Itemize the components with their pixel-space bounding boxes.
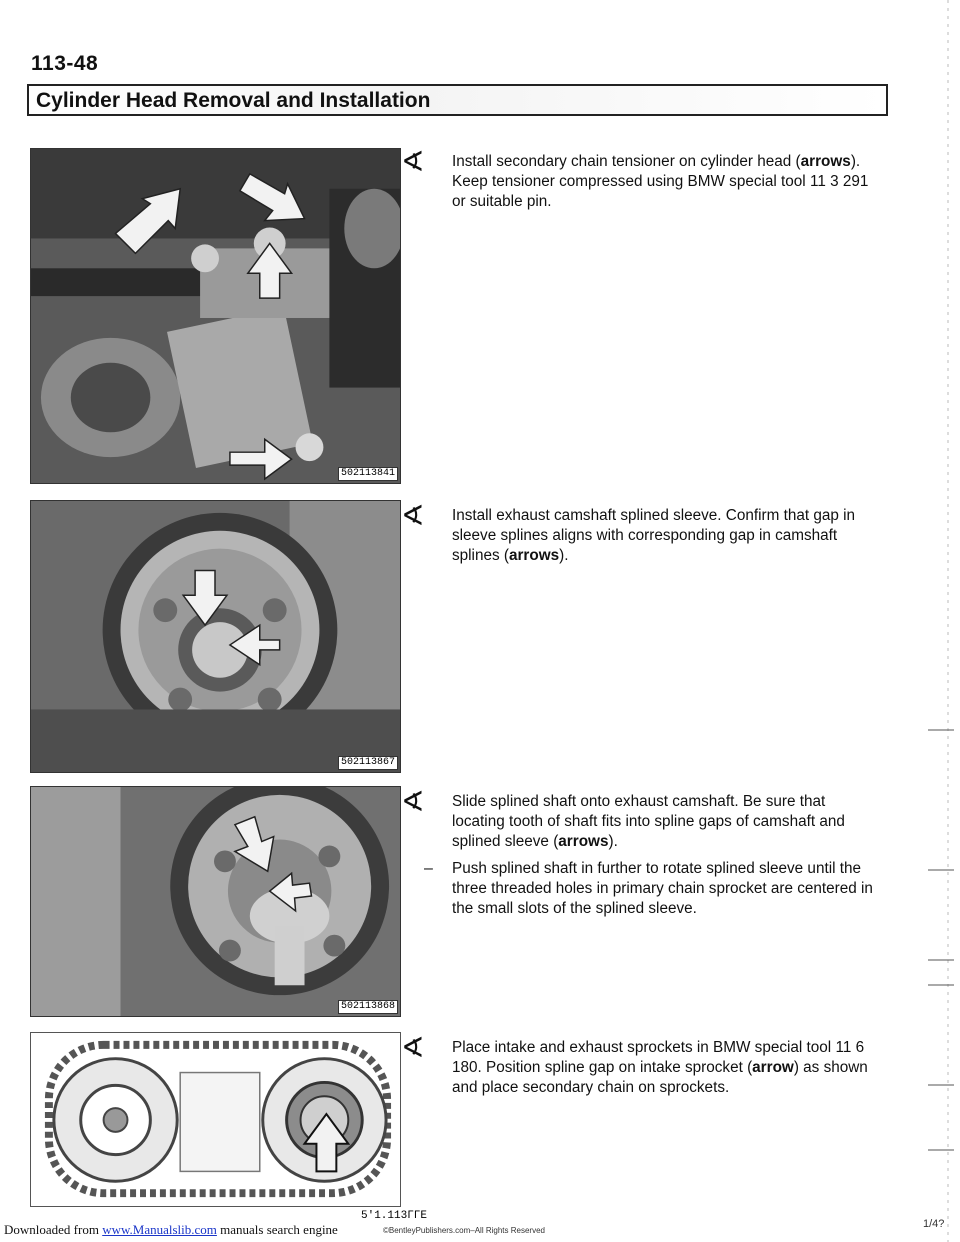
sprockets-illustration [31,1033,400,1206]
step-4: – Push splined shaft in further to rotate splined sleeve until the three threaded holes in primary chain sprocket are centered in the small slots of the splined sleeve. [424,860,873,917]
footer-downloaded-from: Downloaded from [4,1222,99,1237]
step-1: ∢ Install secondary chain tensioner on cylinder head (arrows). Keep tensioner compressed using BMW special tool 11 3 291 or suitable pin. [401,145,869,210]
tensioner-photo [30,148,401,484]
footer-copyright: ©BentleyPublishers.com–All Rights Reserved [383,1226,545,1235]
section-title: Cylinder Head Removal and Installation [36,89,431,112]
splined-shaft-illustration [31,787,400,1016]
footer-download-note [4,1222,338,1238]
step-pointer-icon: ∢ [401,145,425,178]
step-3: ∢ Slide splined shaft onto exhaust camshaft. Be sure that locating tooth of shaft fits into spline gaps of camshaft and splined sleeve (arrows). [401,785,845,850]
splined-sleeve-illustration [31,501,400,772]
bullet-dash: – [424,860,433,877]
figure-code: 502113868 [338,1000,398,1014]
step-pointer-icon: ∢ [401,1031,425,1064]
section-header [27,84,888,116]
splined-sleeve-photo [30,500,401,773]
step-2: ∢ Install exhaust camshaft splined sleeve. Confirm that gap in sleeve splines aligns with corresponding gap in camshaft splines (arrows). [401,499,856,564]
splined-shaft-photo [30,786,401,1017]
footer-page-mark: 1/4? [923,1218,945,1230]
page-number: 113-48 [31,52,99,75]
step-5: ∢ Place intake and exhaust sprockets in BMW special tool 11 6 180. Position spline gap on intake sprocket (arrow) as shown and place secondary chain on sprockets. [401,1031,868,1096]
step-pointer-icon: ∢ [401,499,425,532]
figure-code: 502113841 [338,467,398,481]
manualslib-link[interactable]: www.Manualslib.com [102,1222,217,1237]
tensioner-illustration [31,149,400,483]
figure-code: 502113867 [338,756,398,770]
margin-crop-marks [918,0,960,1242]
footer-tagline: manuals search engine [220,1222,338,1237]
sprockets-tool-drawing [30,1032,428,1222]
figure-code: 5'1.113ГГЕ [361,1210,428,1222]
step-pointer-icon: ∢ [401,785,425,818]
